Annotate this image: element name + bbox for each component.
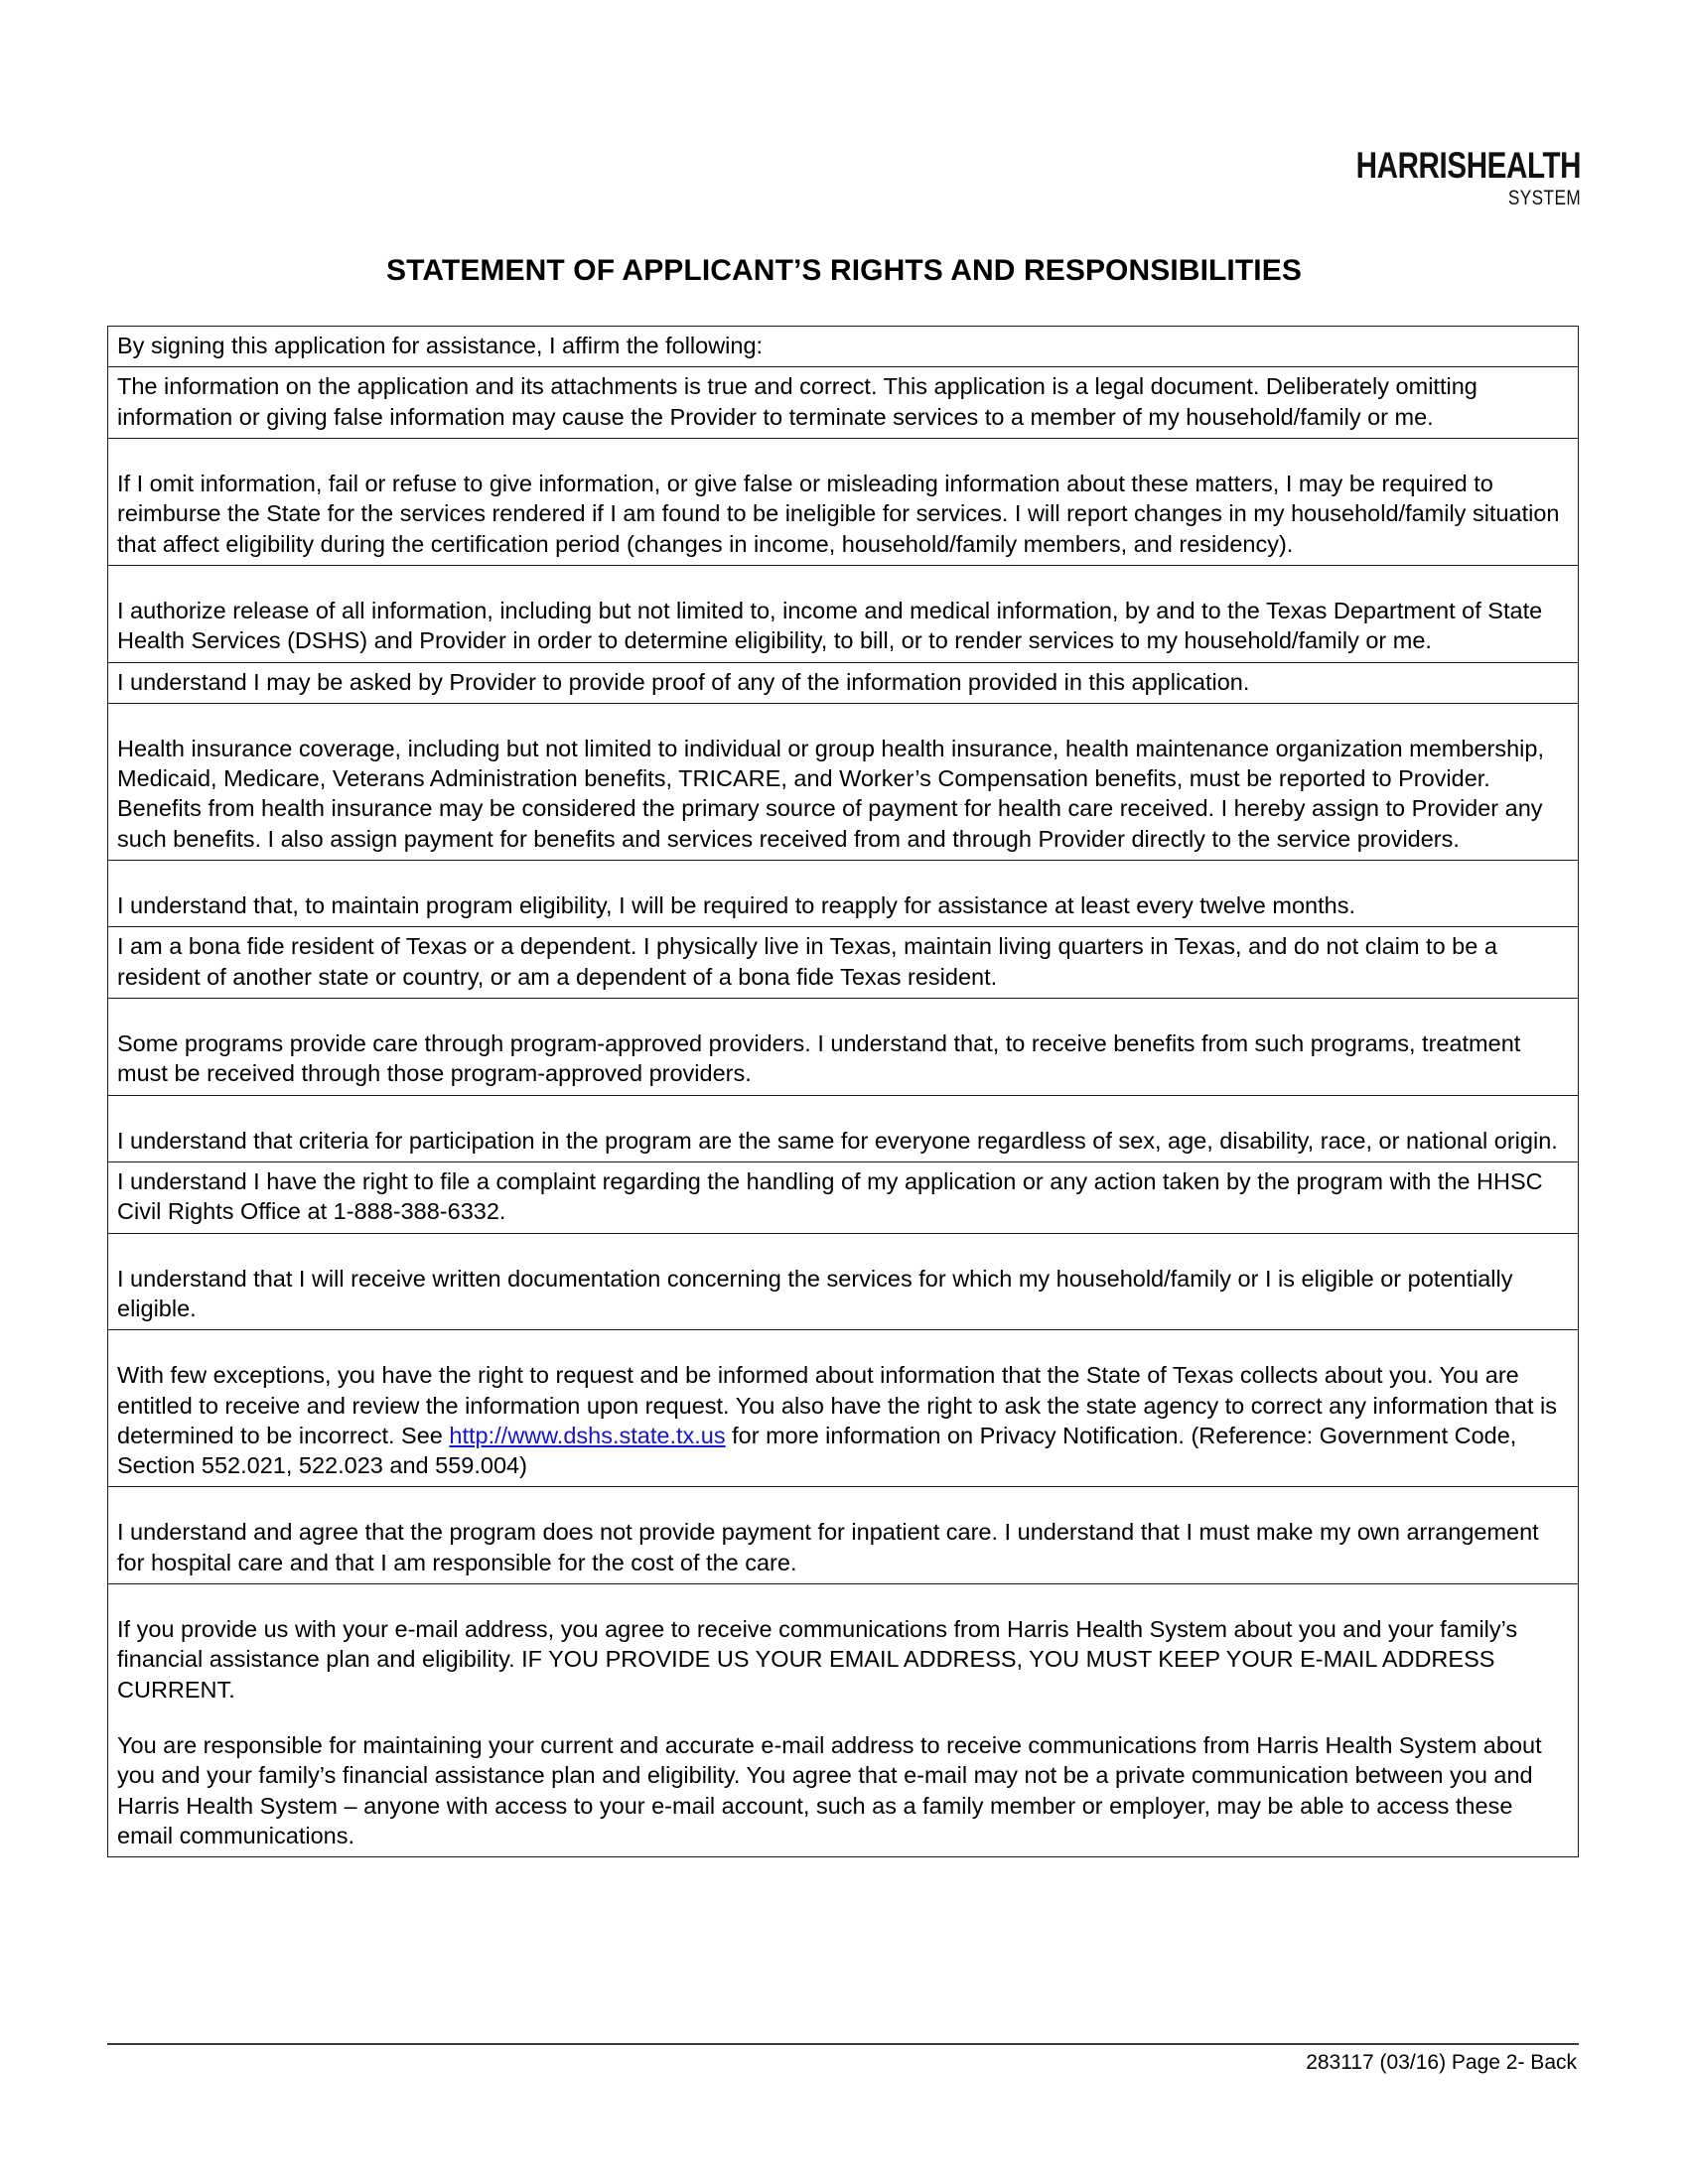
dshs-website-link[interactable]: http://www.dshs.state.tx.us — [449, 1422, 726, 1448]
statement-text: Some programs provide care through program-approved providers. I understand that, to receive benefits from such programs, treatment must be received through those program-approved providers. — [117, 1030, 1521, 1087]
statement-cell-reapply-twelve-months — [108, 861, 1579, 927]
statement-text: You are responsible for maintaining your current and accurate e-mail address to receive communications from Harris Health System about you and your family’s financial assistance plan and eligibility. You agree that e-mail may not be a private communication between you and Harris Health System – anyone with access to your e-mail account, such as a family member or employer, may be able to access these email communications. — [117, 1732, 1542, 1848]
table-row — [108, 1330, 1579, 1487]
statement-text: I am a bona fide resident of Texas or a dependent. I physically live in Texas, maintain living quarters in Texas, and do not claim to be a resident of another state or country, or am a dependent of a bona fide Texas resident. — [117, 933, 1497, 990]
statement-cell-omit-information — [108, 438, 1579, 565]
statement-text: I understand I have the right to file a complaint regarding the handling of my application or any action taken by the program with the HHSC Civil Rights Office at 1-888-388-6332. — [117, 1167, 1543, 1225]
statement-cell-written-documentation — [108, 1233, 1579, 1330]
footer-form-number: 283117 (03/16) Page 2- Back — [1306, 2051, 1577, 2074]
table-row — [108, 1095, 1579, 1161]
page-title: STATEMENT OF APPLICANT’S RIGHTS AND RESPONSIBILITIES — [386, 254, 1302, 287]
table-row — [108, 367, 1579, 439]
footer-divider — [107, 2043, 1579, 2045]
statement-cell-true-and-correct — [108, 367, 1579, 439]
logo-wordmark: HARRISHEALTH — [1355, 145, 1581, 186]
statement-text: I authorize release of all information, including but not limited to, income and medical information, by and to the Texas Department of State Health Services (DSHS) and Provider in order to determine eligibility, to bill, or to render services to my household/family or me. — [117, 597, 1543, 654]
rights-and-responsibilities-table — [107, 326, 1579, 1857]
statement-cell-email-communications — [108, 1584, 1579, 1857]
statement-text: If you provide us with your e-mail address, you agree to receive communications from Harris Health System about you and your family’s financial assistance plan and eligibility. IF YOU PROVIDE US YOUR EMAIL ADDRESS, YOU MUST KEEP YOUR E-MAIL ADDRESS CURRENT. — [117, 1616, 1518, 1703]
table-row — [108, 1233, 1579, 1330]
table-row — [108, 861, 1579, 927]
table-row — [108, 327, 1579, 367]
statement-text: I understand and agree that the program does not provide payment for inpatient care. I understand that I must make my own arrangement for hospital care and that I am responsible for the cost of the care. — [117, 1519, 1539, 1575]
statement-cell-authorize-release — [108, 565, 1579, 662]
statement-text: The information on the application and its attachments is true and correct. This application is a legal document. Deliberately omitting information or giving false information may cause the Provider to terminate services to a member of my household/family or me. — [117, 373, 1477, 430]
table-row — [108, 1487, 1579, 1584]
statement-cell-texas-residency — [108, 927, 1579, 999]
statement-cell-affirm-intro — [108, 327, 1579, 367]
table-row — [108, 1584, 1579, 1857]
statement-cell-nondiscrimination — [108, 1095, 1579, 1161]
statement-cell-privacy-notification — [108, 1330, 1579, 1487]
statement-cell-approved-providers — [108, 999, 1579, 1096]
table-row — [108, 927, 1579, 999]
table-row — [108, 662, 1579, 703]
privacy-text-after-link: for more information on Privacy Notification. (Reference: Government Code, Section 552.021, 522.023 and 559.004) — [117, 1422, 1517, 1479]
statement-text: I understand I may be asked by Provider to provide proof of any of the information provided in this application. — [117, 668, 1250, 695]
statement-text: Health insurance coverage, including but not limited to individual or group health insurance, health maintenance organization membership, Medicaid, Medicare, Veterans Administration benefits, TRICARE, and Worker’s Compensation benefits, must be reported to Provider. Benefits from health insurance may be considered the primary source of payment for health care received. I hereby assign to Provider any such benefits. I also assign payment for benefits and services received from and through Provider directly to the service providers. — [117, 735, 1544, 852]
table-body — [108, 327, 1579, 1857]
statement-text: By signing this application for assistance, I affirm the following: — [117, 333, 764, 358]
statement-text — [117, 1360, 1570, 1480]
table-row — [108, 438, 1579, 565]
statement-text: I understand that criteria for participation in the program are the same for everyone regardless of sex, age, disability, race, or national origin. — [117, 1127, 1558, 1154]
statement-cell-inpatient-care — [108, 1487, 1579, 1584]
statement-text: I understand that I will receive written documentation concerning the services for which my household/family or I is eligible or potentially eligible. — [117, 1265, 1513, 1321]
statement-cell-provide-proof — [108, 662, 1579, 703]
table-row — [108, 999, 1579, 1096]
privacy-text-before-link: With few exceptions, you have the right to request and be informed about information that the State of Texas collects about you. You are entitled to receive and review the information upon request. You also have the right to ask the state agency to correct any information that is determined to be incorrect. See — [117, 1362, 1558, 1448]
harris-health-logo — [1300, 147, 1581, 208]
logo-subtitle: SYSTEM — [1507, 187, 1581, 209]
statement-text: If I omit information, fail or refuse to give information, or give false or misleading information about these matters, I may be required to reimburse the State for the services rendered if I am found to be ineligible for services. I will report changes in my household/family situation that affect eligibility during the certification period (changes in income, household/family members, and residency). — [117, 470, 1560, 557]
statement-cell-health-insurance — [108, 703, 1579, 860]
table-row — [108, 703, 1579, 860]
statement-text: I understand that, to maintain program eligibility, I will be required to reapply for assistance at least every twelve months. — [117, 892, 1355, 919]
table-row — [108, 1161, 1579, 1233]
table-row — [108, 565, 1579, 662]
statement-cell-file-complaint — [108, 1161, 1579, 1233]
